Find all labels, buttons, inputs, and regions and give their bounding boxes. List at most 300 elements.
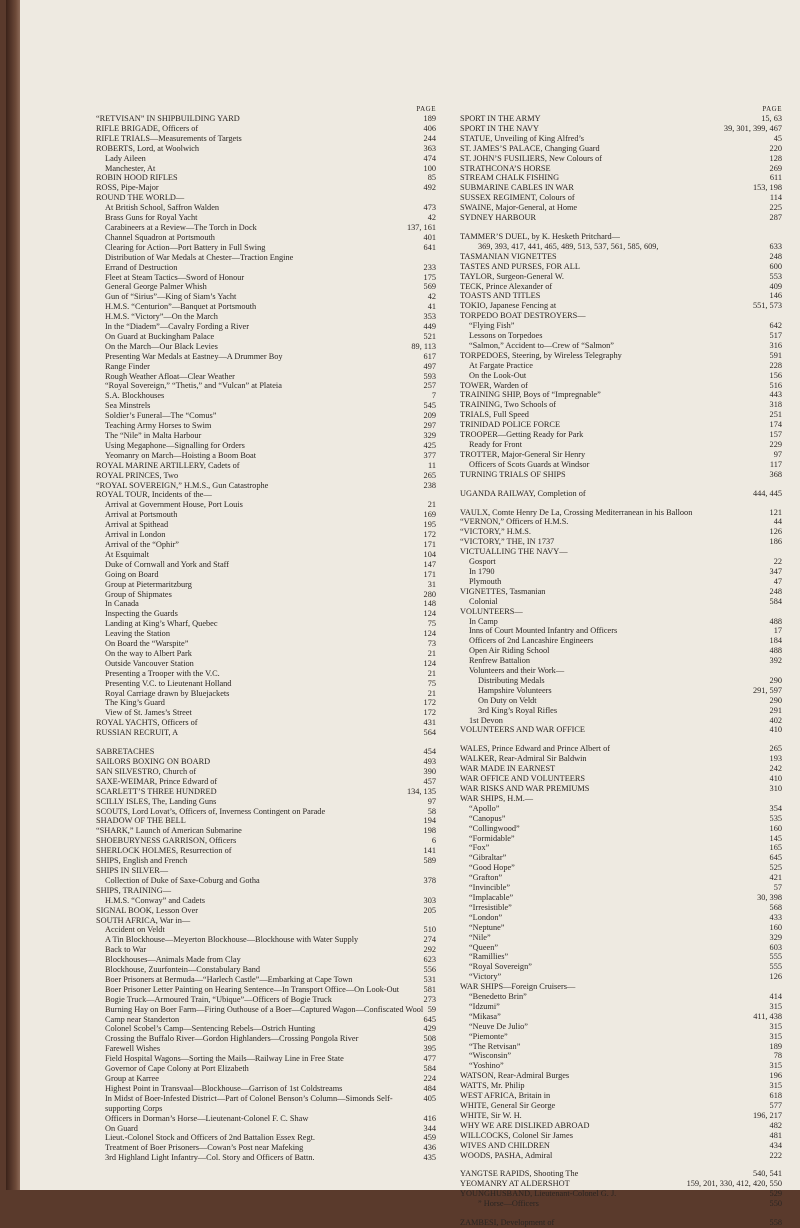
- index-entry-title: Arrival in London: [105, 530, 166, 540]
- index-entry-title: WATSON, Rear-Admiral Burges: [460, 1071, 570, 1081]
- index-entry: [460, 173, 782, 183]
- index-entry: [460, 626, 782, 636]
- index-entry-title: WATTS, Mr. Philip: [460, 1081, 525, 1091]
- index-entry-page: 555: [769, 962, 782, 972]
- index-entry: [96, 767, 436, 777]
- index-entry-title: Hampshire Volunteers: [478, 685, 552, 695]
- index-entry-page: 517: [769, 331, 782, 341]
- index-entry-page: 160: [769, 823, 782, 833]
- index-entry-title: ROUND THE WORLD—: [96, 193, 185, 203]
- index-entry-title: The King’s Guard: [105, 698, 165, 708]
- index-entry-page: 377: [423, 450, 436, 460]
- index-entry-title: 3rd Highland Light Infantry—Col. Story and Officers of Battn.: [105, 1153, 315, 1163]
- index-entry-page: 171: [423, 539, 436, 549]
- index-entry-page: 195: [423, 520, 436, 530]
- index-entry-title: Highest Point in Transvaal—Blockhouse—Garrison of 1st Coldstreams: [105, 1083, 343, 1093]
- index-entry-page: 410: [769, 774, 782, 784]
- index-entry: [96, 1054, 436, 1064]
- index-entry: [460, 824, 782, 834]
- index-entry-page: 310: [769, 784, 782, 793]
- index-entry-title: WHITE, Sir W. H.: [460, 1110, 522, 1120]
- index-entry-page: 577: [769, 1101, 782, 1110]
- index-entry: [460, 1081, 782, 1091]
- index-entry-page: 484: [423, 1083, 436, 1093]
- index-entry: [96, 312, 436, 322]
- index-entry-page: 568: [769, 902, 782, 912]
- index-entry-title: VOLUNTEERS AND WAR OFFICE: [460, 725, 585, 735]
- index-entry-page: 508: [423, 1034, 436, 1044]
- index-entry-page: 551, 573: [752, 301, 782, 311]
- index-entry-title: Fleet at Steam Tactics—Sword of Honour: [105, 272, 245, 282]
- index-entry-page: 354: [769, 803, 782, 813]
- index-entry-title: Camp near Standerton: [105, 1014, 180, 1024]
- index-entry-page: 78: [773, 1051, 782, 1061]
- index-entry-page: 58: [427, 806, 436, 816]
- index-entry-title: Volunteers and their Work—: [469, 666, 565, 676]
- index-entry-page: 525: [769, 863, 782, 873]
- index-entry-page: 269: [769, 163, 782, 173]
- index-entry-title: “SHARK,” Launch of American Submarine: [96, 826, 242, 836]
- index-entry-title: SHIPS IN SILVER—: [96, 865, 169, 875]
- index-entry-title: ST. JAMES’S PALACE, Changing Guard: [460, 143, 600, 153]
- index-entry-page: 169: [423, 510, 436, 520]
- index-entry: [460, 952, 782, 962]
- index-entry-title: VIGNETTES, Tasmanian: [460, 586, 546, 596]
- index-entry-title: RUSSIAN RECRUIT, A: [96, 728, 179, 738]
- index-entry-page: 303: [423, 895, 436, 905]
- index-entry-title: Presenting War Medals at Eastney—A Drummer Boy: [105, 351, 283, 361]
- index-entry-title: Officers of Scots Guards at Windsor: [469, 459, 590, 469]
- index-entry: [460, 144, 782, 154]
- index-section-gap: [460, 1160, 782, 1169]
- index-entry-page: 569: [423, 282, 436, 292]
- index-entry-page: 618: [769, 1091, 782, 1101]
- index-entry-title: “Canopus”: [469, 813, 506, 823]
- index-entry: [460, 962, 782, 972]
- index-entry: [460, 262, 782, 272]
- index-entry: [460, 517, 782, 527]
- index-entry-title: WOODS, PASHA, Admiral: [460, 1150, 553, 1160]
- index-entry: [96, 816, 436, 826]
- index-entry-title: WAR SHIPS—Foreign Cruisers—: [460, 982, 576, 992]
- index-entry-page: 134, 135: [406, 786, 436, 796]
- index-entry-page: 540, 541: [752, 1169, 782, 1179]
- index-entry-title: Rough Weather Afloat—Clear Weather: [105, 371, 235, 381]
- index-entry-title: SCILLY ISLES, The, Landing Guns: [96, 796, 217, 806]
- index-entry-page: 645: [423, 1014, 436, 1024]
- index-entry-page: 617: [423, 351, 436, 361]
- index-entry: [96, 124, 436, 134]
- index-entry: [96, 945, 436, 955]
- index-entry-title: On Guard: [105, 1123, 138, 1133]
- index-entry-title: Group at Karree: [105, 1074, 159, 1083]
- index-entry: [460, 450, 782, 460]
- index-entry-title: Using Megaphone—Signalling for Orders: [105, 440, 245, 450]
- index-entry-title: Distribution of War Medals at Chester—Traction Engine: [105, 252, 294, 262]
- book-spine: [6, 0, 20, 1190]
- index-entry-page: 591: [769, 350, 782, 360]
- index-entry-page: 22: [773, 557, 782, 567]
- index-entry-title: On the Look-Out: [469, 370, 527, 380]
- index-entry-title: Channel Squadron at Portsmouth: [105, 232, 215, 242]
- index-entry-title: The “Nile” in Malta Harbour: [105, 431, 202, 440]
- index-entry-title: In the “Diadem”—Cavalry Fording a River: [105, 322, 250, 332]
- index-entry-title: TASTES AND PURSES, FOR ALL: [460, 261, 580, 271]
- index-entry-title: At British School, Saffron Walden: [105, 203, 220, 213]
- index-entry-title: TOASTS AND TITLES: [460, 291, 541, 301]
- index-entry-page: 353: [423, 312, 436, 322]
- index-entry-page: 416: [423, 1113, 436, 1123]
- index-entry: [460, 843, 782, 853]
- index-entry-page: 290: [769, 695, 782, 705]
- index-entry: [96, 689, 436, 699]
- index-entry-page: 280: [423, 589, 436, 599]
- index-entry-page: 128: [769, 153, 782, 163]
- index-entry: [96, 1044, 436, 1054]
- index-entry-title: ROBIN HOOD RIFLES: [96, 173, 178, 183]
- index-entry-title: “RETVISAN” IN SHIPBUILDING YARD: [96, 114, 240, 123]
- index-entry: [460, 470, 782, 480]
- index-entry-title: Teaching Army Horses to Swim: [105, 421, 212, 431]
- index-entry-title: Arrival of the “Ophir”: [105, 539, 179, 549]
- index-entry-title: “Idzumi”: [469, 1001, 500, 1011]
- index-entry-title: On the March—Our Black Levies: [105, 341, 218, 351]
- index-entry-page: 535: [769, 813, 782, 823]
- index-entry: [460, 636, 782, 646]
- index-entry-title: Presenting a Trooper with the V.C.: [105, 668, 220, 678]
- index-entry: [460, 567, 782, 577]
- index-entry: [460, 1002, 782, 1012]
- index-entry: [460, 1012, 782, 1022]
- index-entry: [460, 1111, 782, 1121]
- index-entry-title: “Flying Fish”: [469, 321, 515, 331]
- index-entry: [96, 1034, 436, 1044]
- index-entry-page: 21: [427, 648, 436, 658]
- index-entry-page: 175: [423, 272, 436, 282]
- index-entry: [460, 1189, 782, 1199]
- index-entry-page: 600: [769, 261, 782, 271]
- index-entry: [460, 124, 782, 134]
- index-entry-page: 429: [423, 1024, 436, 1034]
- index-entry: [460, 1141, 782, 1151]
- index-entry: [96, 401, 436, 411]
- index-entry: [96, 322, 436, 332]
- index-entry: [460, 331, 782, 341]
- index-entry: [460, 193, 782, 203]
- index-entry: [96, 203, 436, 213]
- index-entry-title: SAN SILVESTRO, Church of: [96, 766, 197, 776]
- index-entry-title: H.M.S. “Victory”—On the March: [105, 312, 218, 322]
- index-entry-title: “Good Hope”: [469, 863, 515, 873]
- index-entry-title: A Tin Blockhouse—Meyerton Blockhouse—Blockhouse with Water Supply: [105, 935, 359, 945]
- index-entry-title: Collection of Duke of Saxe-Coburg and Gotha: [105, 875, 260, 885]
- index-entry-title: Colonel Scobel’s Camp—Sentencing Rebels—Ostrich Hunting: [105, 1024, 316, 1034]
- index-entry: [96, 441, 436, 451]
- index-entry-page: 434: [769, 1140, 782, 1150]
- index-entry: [460, 863, 782, 873]
- index-entry: [96, 679, 436, 689]
- index-entry: [460, 114, 782, 124]
- index-entry: [96, 619, 436, 629]
- index-entry-title: Ready for Front: [469, 440, 522, 449]
- index-entry-title: WALKER, Rear-Admiral Sir Baldwin: [460, 754, 587, 764]
- index-entry-page: 292: [423, 945, 436, 955]
- index-entry: [96, 1005, 436, 1015]
- index-entry-page: 443: [769, 390, 782, 400]
- index-entry: [96, 362, 436, 372]
- index-entry-title: TROOPER—Getting Ready for Park: [460, 430, 584, 440]
- index-entry: [96, 906, 436, 916]
- index-entry: [96, 747, 436, 757]
- index-entry: [460, 213, 782, 223]
- index-entry: [460, 873, 782, 883]
- index-entry: [96, 975, 436, 985]
- index-entry: [96, 500, 436, 510]
- index-entry-page: 233: [423, 262, 436, 272]
- index-entry: [96, 134, 436, 144]
- index-entry-page: 291, 597: [752, 685, 782, 695]
- index-entry-title: Boer Prisoners at Bermuda—“Harlech Castle”—Embarking at Cape Town: [105, 974, 353, 984]
- index-section-gap: [460, 480, 782, 489]
- index-entry: [96, 560, 436, 570]
- index-entry-page: 436: [423, 1143, 436, 1153]
- index-entry-title: TRIALS, Full Speed: [460, 410, 529, 420]
- index-entry: [96, 193, 436, 203]
- index-entry-page: 11: [428, 460, 436, 470]
- index-entry: [460, 686, 782, 696]
- index-entry-title: “Invincible”: [469, 883, 511, 893]
- index-entry-title: TAYLOR, Surgeon-General W.: [460, 271, 564, 281]
- index-section-gap: [460, 499, 782, 508]
- index-entry-page: 159, 201, 330, 412, 420, 550: [686, 1179, 782, 1189]
- index-entry-title: Arrival at Government House, Port Louis: [105, 500, 243, 510]
- index-entry-page: 184: [769, 636, 782, 646]
- index-entry-page: 497: [423, 361, 436, 371]
- index-entry: [96, 1124, 436, 1134]
- index-entry: [460, 883, 782, 893]
- index-entry: [96, 243, 436, 253]
- index-entry-title: Group of Shipmates: [105, 589, 172, 599]
- index-entry: [460, 1071, 782, 1081]
- index-entry-page: 633: [769, 241, 782, 251]
- index-entry-title: ROBERTS, Lord, at Woolwich: [96, 143, 200, 153]
- index-entry: [96, 659, 436, 669]
- index-entry: [460, 1101, 782, 1111]
- index-entry-title: WAR OFFICE AND VOLUNTEERS: [460, 774, 585, 784]
- index-entry-title: YANGTSE RAPIDS, Shooting The: [460, 1169, 579, 1179]
- index-entry: [460, 1131, 782, 1141]
- index-entry-title: “Mikasa”: [469, 1011, 501, 1021]
- index-page: [6, 0, 800, 1228]
- index-entry-title: Manchester, At: [105, 163, 156, 173]
- index-entry: [460, 410, 782, 420]
- index-entry-title: Gun of “Sirius”—King of Siam’s Yacht: [105, 292, 237, 302]
- index-entry: [96, 649, 436, 659]
- index-entry-page: 444, 445: [752, 488, 782, 498]
- index-entry: [96, 1094, 436, 1114]
- index-entry: [460, 1091, 782, 1101]
- index-entry-title: Soldier’s Funeral—The “Comus”: [105, 411, 217, 421]
- index-entry-title: In Canada: [105, 599, 139, 609]
- index-entry-title: “Yoshino”: [469, 1061, 504, 1071]
- index-entry: [460, 527, 782, 537]
- index-entry-page: 584: [423, 1064, 436, 1074]
- index-entry: [460, 311, 782, 321]
- index-entry-title: “Victory”: [469, 972, 502, 982]
- index-entry-page: 205: [423, 905, 436, 915]
- index-entry-page: 224: [423, 1074, 436, 1083]
- index-entry-page: 148: [423, 599, 436, 609]
- index-entry-page: 274: [423, 935, 436, 945]
- index-entry-page: 642: [769, 321, 782, 331]
- index-entry-title: VAULX, Comte Henry De La, Crossing Mediterranean in his Balloon: [460, 507, 693, 517]
- index-entry: [460, 716, 782, 726]
- index-column-right: [460, 105, 782, 1228]
- index-entry-page: 222: [769, 1150, 782, 1160]
- index-entry-title: YEOMANRY AT ALDERSHOT: [460, 1179, 570, 1189]
- index-entry-page: 623: [423, 955, 436, 965]
- index-entry-title: TASMANIAN VIGNETTES: [460, 251, 557, 261]
- index-entry-title: WIVES AND CHILDREN: [460, 1140, 550, 1150]
- index-entry: [96, 550, 436, 560]
- index-entry: [96, 154, 436, 164]
- index-entry: [96, 886, 436, 896]
- index-entry-page: 425: [423, 440, 436, 450]
- index-entry-title: “Irresistible”: [469, 902, 512, 912]
- index-entry-page: 363: [423, 143, 436, 153]
- index-entry: [460, 351, 782, 361]
- index-entry: [460, 440, 782, 450]
- index-entry-page: 368: [769, 469, 782, 479]
- index-entry: [460, 232, 782, 242]
- index-entry-page: 75: [427, 619, 436, 629]
- index-entry-title: “Ramillies”: [469, 952, 509, 962]
- index-entry: [460, 794, 782, 804]
- index-entry-title: SIGNAL BOOK, Lesson Over: [96, 905, 199, 915]
- index-entry-page: 378: [423, 875, 436, 885]
- index-entry-page: 146: [769, 291, 782, 301]
- index-entry-page: 316: [769, 340, 782, 350]
- index-entry-title: TRAINING SHIP, Boys of “Impregnable”: [460, 390, 601, 400]
- index-entry-page: 21: [427, 500, 436, 510]
- index-entry-page: 147: [423, 559, 436, 569]
- index-entry-page: 186: [769, 537, 782, 547]
- index-entry: [460, 301, 782, 311]
- index-entry-page: 315: [769, 1061, 782, 1071]
- index-entry-page: 564: [423, 728, 436, 738]
- index-entry-page: 17: [773, 626, 782, 636]
- index-entry-page: 493: [423, 757, 436, 766]
- index-column-left: [96, 105, 436, 1163]
- index-entry-page: 42: [427, 292, 436, 302]
- index-entry-page: 593: [423, 371, 436, 381]
- index-entry-title: TRAINING, Two Schools of: [460, 400, 557, 410]
- index-entry: [460, 1051, 782, 1061]
- index-entry-page: 521: [423, 331, 436, 341]
- index-entry-page: 290: [769, 675, 782, 685]
- index-entry-page: 171: [423, 569, 436, 579]
- page-column-header: PAGE: [762, 105, 782, 113]
- index-entry-title: In 1790: [469, 566, 495, 576]
- index-entry-title: Lady Aileen: [105, 153, 146, 163]
- index-entry-title: SUSSEX REGIMENT, Colours of: [460, 193, 575, 203]
- index-entry: [96, 965, 436, 975]
- index-entry-title: STATUE, Unveiling of King Alfred’s: [460, 133, 585, 143]
- index-entry: [460, 381, 782, 391]
- index-entry: [96, 570, 436, 580]
- index-entry-page: 584: [769, 596, 782, 606]
- index-entry: [96, 995, 436, 1005]
- index-entry-page: 454: [423, 747, 436, 757]
- index-entry-page: 581: [423, 984, 436, 994]
- index-entry-page: 121: [769, 507, 782, 517]
- index-entry-title: WALES, Prince Edward and Prince Albert of: [460, 744, 610, 754]
- index-entry-title: On the way to Albert Park: [105, 648, 192, 658]
- index-entry-page: 265: [423, 470, 436, 480]
- index-entry-page: 157: [769, 430, 782, 440]
- index-entry-page: 124: [423, 629, 436, 639]
- index-entry-page: 390: [423, 766, 436, 776]
- index-entry: [96, 639, 436, 649]
- index-entry: [96, 381, 436, 391]
- index-entry: [96, 797, 436, 807]
- index-entry-page: 545: [423, 401, 436, 411]
- index-entry-page: 318: [769, 400, 782, 410]
- index-entry-title: ROYAL YACHTS, Officers of: [96, 718, 198, 728]
- index-entry: [460, 1032, 782, 1042]
- index-entry-page: 248: [769, 251, 782, 261]
- index-entry-title: TURNING TRIALS OF SHIPS: [460, 469, 566, 479]
- index-entry-page: 57: [773, 883, 782, 893]
- index-entry-page: 315: [769, 1001, 782, 1011]
- index-entry-page: 193: [769, 754, 782, 764]
- index-entry-title: Field Hospital Wagons—Sorting the Mails—Railway Line in Free State: [105, 1054, 344, 1064]
- index-entry: [460, 943, 782, 953]
- index-entry-page: 603: [769, 942, 782, 952]
- index-entry-page: 141: [423, 846, 436, 856]
- index-entry: [96, 282, 436, 292]
- index-entry-page: 126: [769, 527, 782, 537]
- index-entry-page: 553: [769, 271, 782, 281]
- index-entry-page: 172: [423, 698, 436, 708]
- index-entry: [460, 1061, 782, 1071]
- index-entry-title: WAR RISKS AND WAR PREMIUMS: [460, 784, 590, 793]
- index-entry-title: Officers in Dorman’s Horse—Lieutenant-Colonel F. C. Shaw: [105, 1113, 309, 1123]
- index-entry-title: “Queen”: [469, 942, 499, 952]
- index-entry: [96, 718, 436, 728]
- index-entry-title: Arrival at Portsmouth: [105, 510, 178, 520]
- index-entry-page: 297: [423, 421, 436, 431]
- index-entry-title: S.A. Blockhouses: [105, 391, 165, 401]
- index-entry-title: Sea Minstrels: [105, 401, 151, 411]
- index-entry: [460, 400, 782, 410]
- index-entry-page: 488: [769, 616, 782, 626]
- index-entry-title: ROYAL MARINE ARTILLERY, Cadets of: [96, 460, 240, 470]
- index-entry-title: Back to War: [105, 945, 147, 955]
- index-entry: [96, 302, 436, 312]
- index-entry: [96, 164, 436, 174]
- index-entry-title: At Fargate Practice: [469, 360, 533, 370]
- index-entry-page: 405: [423, 1093, 436, 1103]
- index-entry-title: TAMMER’S DUEL, by K. Hesketh Pritchard—: [460, 231, 620, 241]
- index-entry: [96, 263, 436, 273]
- index-entry-title: On Guard at Buckingham Palace: [105, 331, 215, 341]
- index-entry: [460, 972, 782, 982]
- index-entry: [96, 876, 436, 886]
- index-entry: [96, 836, 436, 846]
- index-entry-title: 1st Devon: [469, 715, 503, 725]
- index-entry-title: Carabineers at a Review—The Torch in Dock: [105, 222, 257, 232]
